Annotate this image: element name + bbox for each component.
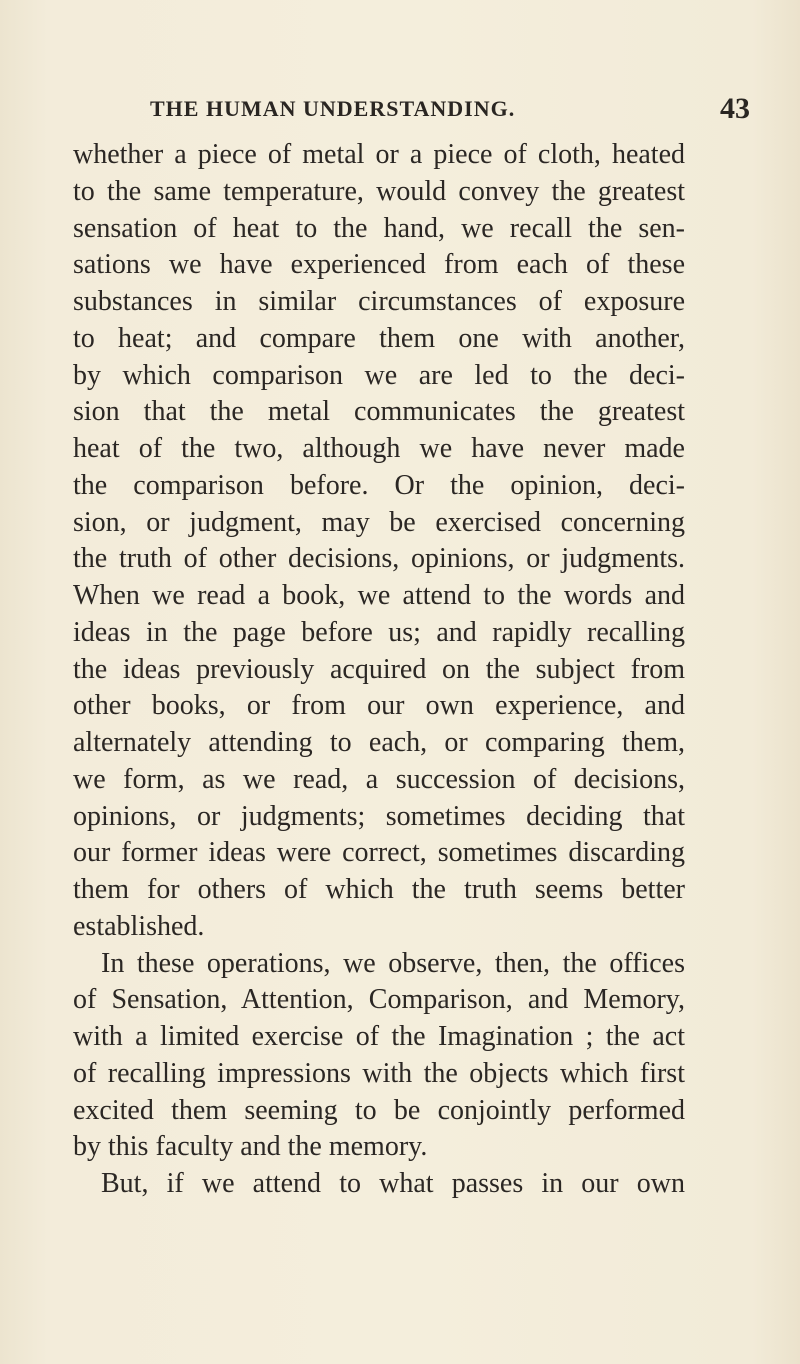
text-line: the truth of other decisions, opinions, or judgments.: [73, 543, 685, 575]
text-line: with a limited exercise of the Imagination ; the act: [73, 1021, 685, 1052]
text-line: to heat; and compare them one with another,: [73, 322, 685, 354]
text-line: When we read a book, we attend to the words and: [73, 580, 685, 611]
page-header: [150, 92, 750, 130]
text-line: we form, as we read, a succession of decisions,: [73, 763, 685, 795]
text-line: them for others of which the truth seems better: [73, 874, 685, 905]
text-line: heat of the two, although we have never made: [73, 433, 685, 464]
text-line: to the same temperature, would convey the greatest: [73, 175, 685, 207]
text-line: substances in similar circumstances of exposure: [73, 286, 685, 317]
text-line: But, if we attend to what passes in our own: [101, 1168, 685, 1199]
text-line: whether a piece of metal or a piece of cloth, heated: [73, 139, 685, 170]
text-line: of recalling impressions with the objects which first: [73, 1057, 685, 1089]
text-line: established.: [73, 910, 205, 942]
text-line: our former ideas were correct, sometimes discarding: [73, 837, 685, 869]
text-line: the comparison before. Or the opinion, deci-: [73, 469, 685, 501]
text-line: ideas in the page before us; and rapidly recalling: [73, 616, 685, 648]
text-line: other books, or from our own experience, and: [73, 690, 685, 722]
text-line: by which comparison we are led to the deci-: [73, 359, 685, 391]
text-line: excited them seeming to be conjointly performed: [73, 1094, 685, 1126]
text-line: of Sensation, Attention, Comparison, and Memory,: [73, 984, 685, 1016]
text-line: alternately attending to each, or comparing them,: [73, 727, 685, 758]
text-line: sion that the metal communicates the greatest: [73, 396, 685, 428]
page-number: 43: [720, 92, 750, 125]
text-line: the ideas previously acquired on the subject from: [73, 653, 685, 685]
text-line: by this faculty and the memory.: [73, 1131, 428, 1163]
body-text: [73, 137, 685, 1203]
text-line: In these operations, we observe, then, the offices: [101, 947, 685, 979]
text-line: opinions, or judgments; sometimes deciding that: [73, 800, 685, 832]
text-line: sion, or judgment, may be exercised concerning: [73, 506, 685, 538]
text-line: sations we have experienced from each of these: [73, 249, 685, 281]
running-head: THE HUMAN UNDERSTANDING.: [150, 96, 516, 121]
text-line: sensation of heat to the hand, we recall the sen-: [73, 212, 685, 244]
